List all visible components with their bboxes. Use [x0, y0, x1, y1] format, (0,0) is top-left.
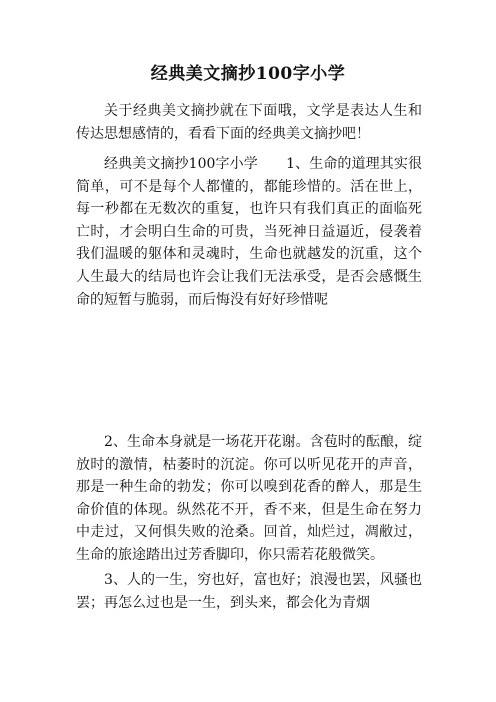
intro-paragraph: 关于经典美文摘抄就在下面哦，文学是表达人生和传达思想感情的，看看下面的经典美文摘抄吧！: [76, 103, 422, 142]
paragraph-3: 3、人的一生，穷也好，富也好；浪漫也罢，风骚也罢；再怎么过也是一生，到头来，都会化为青烟: [76, 572, 422, 611]
paragraph-1: 经典美文摘抄100字小学 1、生命的道理其实很简单，可不是每个人都懂的，都能珍惜的。活在世上，每一秒都在无数次的重复，也许只有我们真正的面临死亡时，才会明白生命的可贵，当死神日益逼近，侵袭着我们温暖的躯体和灵魂时，生命也就越发的沉重，这个人生最大的结局也许会让我们无法承受，是否会感慨生命的短暂与脆弱，而后悔没有好好珍惜呢: [76, 156, 422, 308]
paragraph-2: 2、生命本身就是一场花开花谢。含苞时的酝酿，绽放时的激情，枯萎时的沉淀。你可以听见花开的声音，那是一种生命的勃发；你可以嗅到花香的醉人，那是生命价值的体现。纵然花不开，香不来，但是生命在努力中走过，又何惧失败的沧桑。回首，灿烂过，凋敝过，生命的旅途踏出过芳香脚印，你只需若花般微笑。: [76, 434, 422, 563]
document-title: 经典美文摘抄100字小学: [150, 64, 346, 84]
